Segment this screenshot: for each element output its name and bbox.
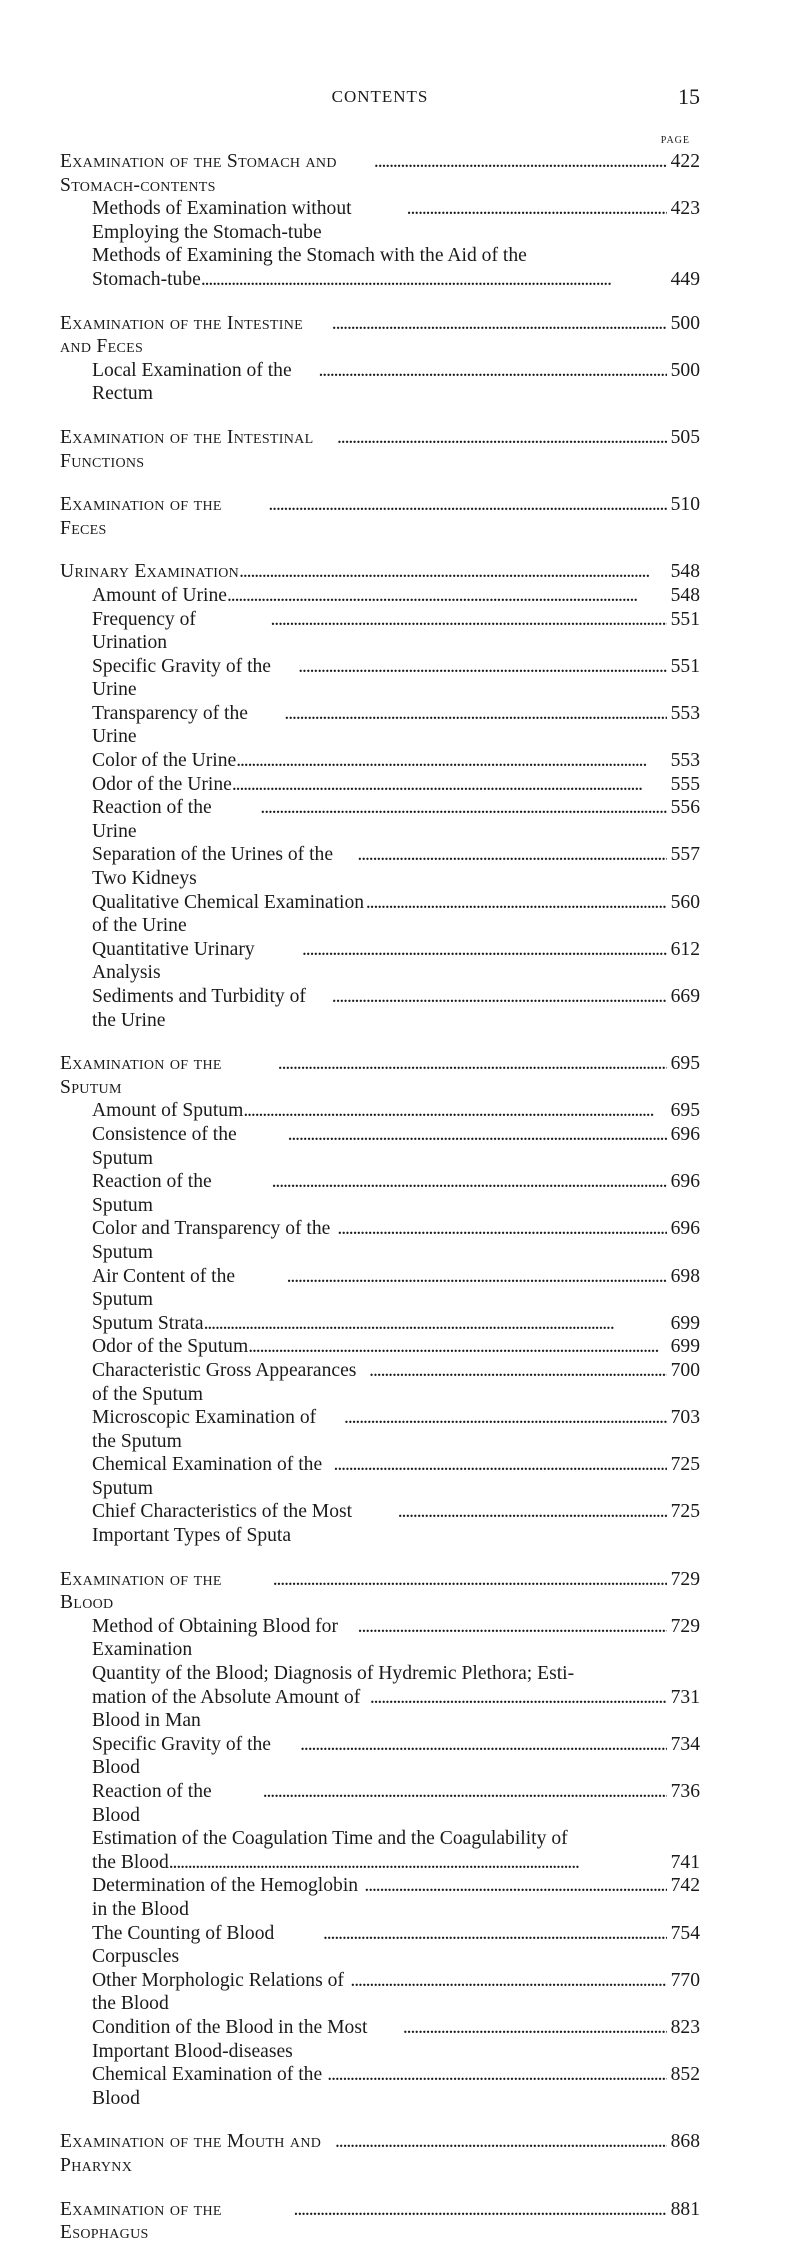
- toc-entry: [60, 2016, 700, 2063]
- entry-page: 505: [670, 426, 700, 448]
- entry-page: 423: [670, 198, 700, 220]
- entry-page: 731: [670, 1686, 700, 1708]
- entry-title: Consistence of the Sputum: [92, 1123, 237, 1169]
- section-heading: [60, 1568, 700, 1615]
- dot-leader: [284, 702, 666, 726]
- entry-page: 823: [670, 2016, 700, 2038]
- dot-leader: [243, 1099, 666, 1123]
- section-heading: [60, 493, 700, 540]
- entry-page: 553: [670, 702, 700, 724]
- dot-leader: [201, 268, 667, 292]
- entry-title: Color of the Urine: [92, 750, 237, 772]
- entry-title-continuation: the Blood: [92, 1851, 169, 1873]
- toc-entry: [60, 1359, 700, 1406]
- section-heading: [60, 1052, 700, 1099]
- dot-leader: [335, 2130, 667, 2154]
- toc-section: [60, 560, 700, 1032]
- entry-title: Examination of the Blood: [60, 1568, 222, 1614]
- entry-page: 556: [670, 797, 700, 819]
- entry-title-continuation: mation of the Absolute Amount of Blood in Man: [92, 1686, 361, 1732]
- dot-leader: [236, 749, 666, 773]
- entry-title: Amount of Sputum: [92, 1100, 244, 1122]
- toc-entry: [60, 938, 700, 985]
- toc-entry: [60, 1335, 700, 1359]
- entry-page: 422: [670, 151, 700, 172]
- dot-leader: [298, 655, 666, 679]
- entry-title: Other Morphologic Relations of the Blood: [92, 1969, 344, 2015]
- toc-entry: [60, 1265, 700, 1312]
- entry-page: 741: [670, 1851, 700, 1873]
- toc-entry: [60, 1615, 700, 1662]
- toc-entry: [60, 244, 700, 268]
- toc-entry: [60, 843, 700, 890]
- dot-leader: [327, 2063, 666, 2087]
- dot-leader: [350, 1969, 666, 1993]
- dot-leader: [323, 1922, 667, 1946]
- dot-leader: [332, 985, 667, 1009]
- entry-title: Determination of the Hemoglobin in the Blood: [92, 1875, 359, 1920]
- dot-leader: [260, 796, 666, 820]
- entry-page: 852: [670, 2064, 700, 2086]
- entry-page: 696: [670, 1123, 700, 1145]
- entry-title: Odor of the Sputum: [92, 1336, 249, 1358]
- toc-section: [60, 1052, 700, 1547]
- dot-leader: [369, 1359, 666, 1383]
- toc-entry: [60, 608, 700, 655]
- dot-leader: [278, 1052, 667, 1076]
- dot-leader: [302, 938, 667, 962]
- toc-entry: [60, 1453, 700, 1500]
- dot-leader: [337, 1217, 666, 1241]
- toc-entry: [60, 359, 700, 406]
- dot-leader: [239, 560, 667, 584]
- entry-title: Reaction of the Sputum: [92, 1171, 212, 1216]
- entry-page: 612: [670, 938, 700, 960]
- toc-section: [60, 312, 700, 406]
- entry-title: Sediments and Turbidity of the Urine: [92, 986, 306, 1031]
- entry-title: Quantitative Urinary Analysis: [92, 938, 255, 984]
- entry-title: Methods of Examining the Stomach with the Aid of the: [92, 245, 527, 267]
- toc-entry: [60, 796, 700, 843]
- entry-title: Specific Gravity of the Blood: [92, 1733, 272, 1779]
- entry-title: Examination of the Sputum: [60, 1053, 222, 1098]
- toc-entry: [60, 702, 700, 749]
- entry-title: Chief Characteristics of the Most Important Types of Sputa: [92, 1501, 353, 1547]
- section-heading: [60, 2198, 700, 2245]
- entry-title: Method of Obtaining Blood for Examination: [92, 1615, 338, 1661]
- entry-title: Examination of the Feces: [60, 494, 222, 539]
- dot-leader: [272, 1170, 667, 1194]
- dot-leader: [334, 1453, 667, 1477]
- entry-page: 742: [670, 1875, 700, 1897]
- entry-title: Examination of the Esophagus: [60, 2198, 222, 2244]
- dot-leader: [169, 1851, 667, 1875]
- toc-entry: [60, 1874, 700, 1921]
- table-of-contents: [60, 150, 700, 2265]
- entry-page: 553: [670, 750, 700, 772]
- toc-entry: [60, 1500, 700, 1547]
- toc-entry: [60, 749, 700, 773]
- entry-title: Chemical Examination of the Sputum: [92, 1454, 323, 1499]
- entry-title: Amount of Urine: [92, 584, 227, 606]
- toc-entry: [60, 1217, 700, 1264]
- dot-leader: [332, 312, 667, 336]
- entry-page: 700: [670, 1359, 700, 1381]
- toc-entry-continuation: [60, 1851, 700, 1875]
- dot-leader: [370, 1686, 667, 1710]
- entry-page: 734: [670, 1733, 700, 1755]
- toc-entry: [60, 1099, 700, 1123]
- entry-page: 551: [670, 608, 700, 630]
- entry-page: 754: [670, 1922, 700, 1944]
- entry-title: Reaction of the Urine: [92, 797, 212, 842]
- page-number: 15: [678, 84, 700, 109]
- dot-leader: [273, 1568, 667, 1592]
- toc-entry-continuation: [60, 1686, 700, 1733]
- toc-entry: [60, 1123, 700, 1170]
- dot-leader: [268, 493, 666, 517]
- entry-page: 695: [670, 1053, 700, 1075]
- entry-page: 736: [670, 1781, 700, 1802]
- entry-title: Sputum Strata: [92, 1312, 204, 1334]
- entry-title: Color and Transparency of the Sputum: [92, 1218, 331, 1263]
- entry-page: 725: [670, 1501, 700, 1523]
- toc-entry: [60, 655, 700, 702]
- toc-section: [60, 1568, 700, 2111]
- entry-title: Specific Gravity of the Urine: [92, 655, 272, 701]
- entry-page: 699: [670, 1336, 700, 1358]
- toc-entry: [60, 891, 700, 938]
- toc-entry: [60, 584, 700, 608]
- entry-page: 500: [670, 359, 700, 381]
- page-column-label: PAGE: [660, 135, 690, 146]
- toc-entry: [60, 1969, 700, 2016]
- entry-page: 510: [670, 494, 700, 516]
- dot-leader: [403, 2016, 667, 2040]
- entry-page: 698: [670, 1265, 700, 1287]
- section-heading: [60, 312, 700, 359]
- entry-title: Qualitative Chemical Examination of the Urine: [92, 891, 365, 937]
- toc-entry: [60, 1922, 700, 1969]
- entry-title: Examination of the Intestine and Feces: [60, 312, 304, 358]
- dot-leader: [232, 773, 667, 797]
- dot-leader: [287, 1265, 667, 1289]
- entry-page: 729: [670, 1615, 700, 1637]
- entry-title: Microscopic Examination of the Sputum: [92, 1407, 317, 1452]
- toc-entry: [60, 1733, 700, 1780]
- entry-page: 669: [670, 986, 700, 1007]
- entry-title: Condition of the Blood in the Most Important Blood-diseases: [92, 2016, 368, 2062]
- entry-title: Characteristic Gross Appearances of the Sputum: [92, 1359, 357, 1405]
- entry-page: 548: [670, 584, 700, 606]
- dot-leader: [248, 1335, 666, 1359]
- dot-leader: [263, 1780, 667, 1804]
- entry-title: Quantity of the Blood; Diagnosis of Hydremic Plethora; Esti-: [92, 1663, 575, 1685]
- entry-page: 551: [670, 655, 700, 677]
- entry-title: The Counting of Blood Corpuscles: [92, 1922, 275, 1968]
- entry-page: 770: [670, 1969, 700, 1991]
- entry-title-continuation: Stomach-tube: [92, 268, 201, 290]
- dot-leader: [364, 1874, 666, 1898]
- dot-leader: [357, 843, 666, 867]
- entry-title: Local Examination of the Rectum: [92, 359, 292, 405]
- entry-title: Reaction of the Blood: [92, 1781, 212, 1826]
- section-heading: [60, 426, 700, 473]
- toc-entry: [60, 773, 700, 797]
- entry-title: Frequency of Urination: [92, 608, 196, 654]
- entry-page: 703: [670, 1407, 700, 1429]
- entry-title: Examination of the Stomach and Stomach-contents: [60, 151, 337, 196]
- dot-leader: [288, 1123, 667, 1147]
- entry-title: Examination of the Intestinal Functions: [60, 426, 314, 472]
- toc-section: [60, 493, 700, 540]
- dot-leader: [358, 1615, 667, 1639]
- section-heading: [60, 150, 700, 197]
- toc-entry-continuation: [60, 268, 700, 292]
- dot-leader: [337, 426, 667, 450]
- toc-entry: [60, 1780, 700, 1827]
- running-head: [60, 84, 700, 110]
- entry-title: Chemical Examination of the Blood: [92, 2064, 323, 2109]
- entry-title: Methods of Examination without Employing the Stomach-tube: [92, 198, 352, 243]
- entry-title: Odor of the Urine: [92, 773, 232, 795]
- entry-page: 560: [670, 891, 700, 913]
- entry-title: Air Content of the Sputum: [92, 1265, 236, 1311]
- entry-page: 557: [670, 844, 700, 866]
- dot-leader: [300, 1733, 666, 1757]
- dot-leader: [294, 2198, 667, 2222]
- entry-title: Estimation of the Coagulation Time and the Coagulability of: [92, 1828, 568, 1850]
- toc-entry: [60, 985, 700, 1032]
- toc-section: [60, 426, 700, 473]
- toc-section: [60, 2130, 700, 2177]
- entry-title: Transparency of the Urine: [92, 702, 248, 748]
- toc-section: [60, 2198, 700, 2245]
- dot-leader: [270, 608, 666, 632]
- entry-page: 729: [670, 1568, 700, 1590]
- entry-page: 696: [670, 1171, 700, 1193]
- entry-page: 548: [670, 561, 700, 583]
- running-head-title: CONTENTS: [331, 87, 429, 106]
- dot-leader: [227, 584, 667, 608]
- dot-leader: [407, 197, 667, 221]
- dot-leader: [374, 150, 667, 174]
- dot-leader: [366, 891, 667, 915]
- entry-page: 449: [670, 268, 700, 290]
- dot-leader: [204, 1312, 667, 1336]
- entry-title: Urinary Examination: [60, 561, 240, 583]
- toc-entry: [60, 1406, 700, 1453]
- section-heading: [60, 2130, 700, 2177]
- entry-page: 500: [670, 312, 700, 334]
- entry-page: 695: [670, 1100, 700, 1122]
- dot-leader: [318, 359, 666, 383]
- entry-page: 696: [670, 1218, 700, 1240]
- section-heading: [60, 560, 700, 584]
- toc-entry: [60, 1170, 700, 1217]
- entry-page: 555: [670, 773, 700, 795]
- toc-section: [60, 150, 700, 292]
- dot-leader: [398, 1500, 667, 1524]
- entry-page: 699: [670, 1312, 700, 1334]
- dot-leader: [344, 1406, 667, 1430]
- toc-entry: [60, 1827, 700, 1851]
- entry-page: 881: [670, 2198, 700, 2220]
- entry-title: Examination of the Mouth and Pharynx: [60, 2131, 322, 2176]
- entry-page: 868: [670, 2131, 700, 2153]
- toc-entry: [60, 197, 700, 244]
- entry-page: 725: [670, 1454, 700, 1476]
- toc-entry: [60, 1312, 700, 1336]
- entry-title: Separation of the Urines of the Two Kidneys: [92, 844, 334, 890]
- toc-entry: [60, 1662, 700, 1686]
- toc-entry: [60, 2063, 700, 2110]
